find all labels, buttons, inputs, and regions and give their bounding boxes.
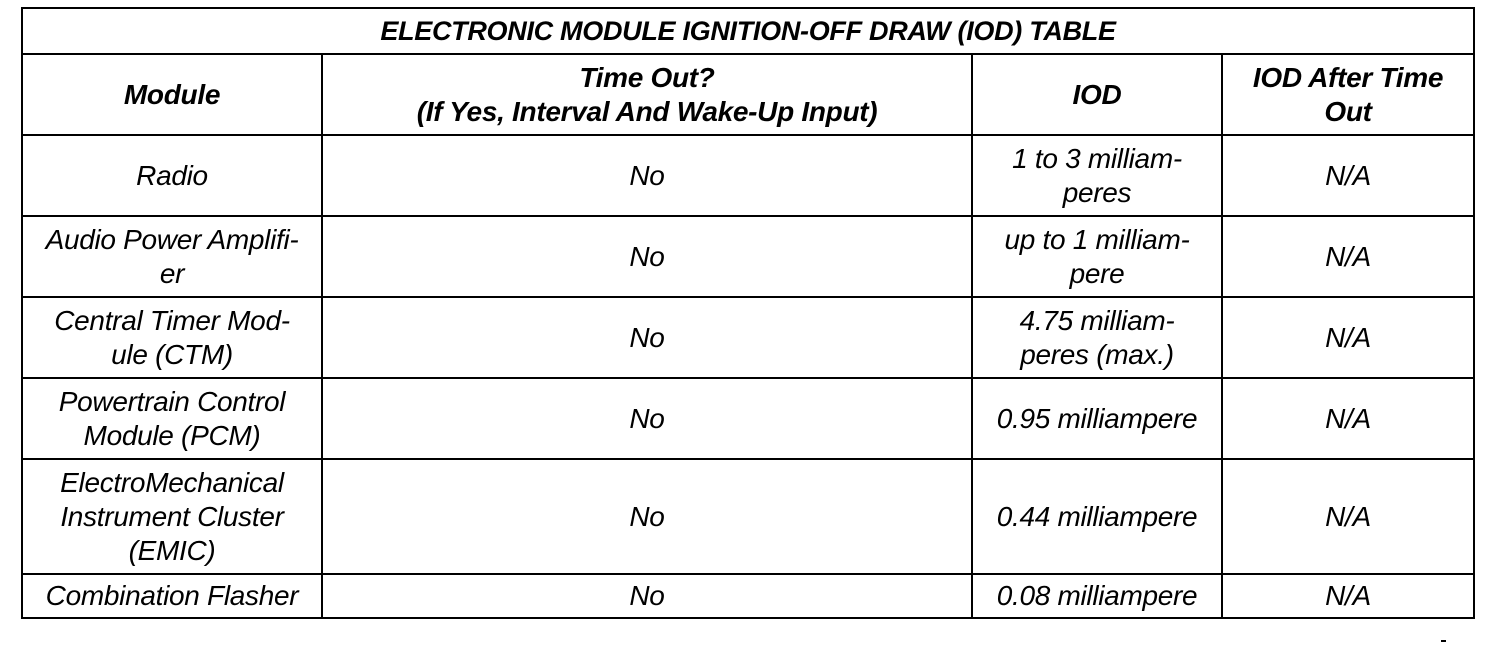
module-cell	[22, 297, 322, 378]
iod-after-time-out-cell: N/A	[1222, 378, 1474, 459]
module-cell	[22, 378, 322, 459]
iod-after-time-out-cell: N/A	[1222, 135, 1474, 216]
time-out-cell: No	[322, 297, 972, 378]
time-out-cell: No	[322, 459, 972, 574]
module-name-line: Central Timer Mod-	[54, 304, 290, 336]
iod-value-line: up to 1 milliam-	[1004, 223, 1190, 255]
header-time-out-line2: (If Yes, Interval And Wake-Up Input)	[416, 95, 878, 127]
module-cell	[22, 216, 322, 297]
iod-after-time-out-cell: N/A	[1222, 216, 1474, 297]
iod-cell	[972, 574, 1222, 618]
table-title-row	[22, 8, 1474, 54]
iod-value-line: 4.75 milliam-	[1019, 304, 1175, 336]
iod-cell	[972, 216, 1222, 297]
header-iod: IOD	[972, 54, 1222, 135]
module-cell	[22, 135, 322, 216]
iod-cell	[972, 135, 1222, 216]
table-row	[22, 135, 1474, 216]
table-row	[22, 574, 1474, 618]
module-name-line: er	[159, 257, 185, 289]
header-iod-after-line2: Out	[1324, 95, 1372, 127]
iod-value-line: 1 to 3 milliam-	[1012, 142, 1182, 174]
time-out-cell: No	[322, 574, 972, 618]
table-row	[22, 459, 1474, 574]
table-title: ELECTRONIC MODULE IGNITION-OFF DRAW (IOD) TABLE	[22, 8, 1474, 54]
module-name-line: ule (CTM)	[111, 338, 233, 370]
page-corner-mark	[1441, 640, 1446, 642]
module-name-line: Module (PCM)	[83, 419, 261, 451]
iod-value-line: 0.08 milliampere	[996, 580, 1198, 611]
iod-value-line: 0.44 milliampere	[996, 500, 1198, 532]
iod-cell	[972, 297, 1222, 378]
module-name-line: Combination Flasher	[45, 580, 299, 611]
header-iod-after-time-out	[1222, 54, 1474, 135]
table-row	[22, 297, 1474, 378]
header-time-out	[322, 54, 972, 135]
header-iod-after-line1: IOD After Time	[1252, 61, 1444, 93]
table-row	[22, 378, 1474, 459]
iod-value-line: pere	[1069, 257, 1125, 289]
module-name-line: ElectroMechanical	[60, 466, 284, 498]
iod-value-line: peres (max.)	[1020, 338, 1174, 370]
header-time-out-line1: Time Out?	[579, 61, 715, 93]
time-out-cell: No	[322, 378, 972, 459]
iod-value-line: peres	[1062, 176, 1132, 208]
iod-value-line: 0.95 milliampere	[996, 402, 1198, 434]
time-out-cell: No	[322, 216, 972, 297]
iod-after-time-out-cell: N/A	[1222, 297, 1474, 378]
module-name-line: (EMIC)	[128, 534, 216, 566]
header-module: Module	[22, 54, 322, 135]
module-name-line: Instrument Cluster	[60, 500, 284, 532]
table-row	[22, 216, 1474, 297]
module-name-line: Radio	[136, 159, 208, 191]
module-name-line: Audio Power Amplifi-	[45, 223, 299, 255]
table-header-row	[22, 54, 1474, 135]
module-cell	[22, 574, 322, 618]
module-name-line: Powertrain Control	[58, 385, 286, 417]
iod-after-time-out-cell: N/A	[1222, 459, 1474, 574]
iod-after-time-out-cell: N/A	[1222, 574, 1474, 618]
iod-cell	[972, 459, 1222, 574]
iod-cell	[972, 378, 1222, 459]
time-out-cell: No	[322, 135, 972, 216]
iod-table	[21, 7, 1475, 619]
module-cell	[22, 459, 322, 574]
